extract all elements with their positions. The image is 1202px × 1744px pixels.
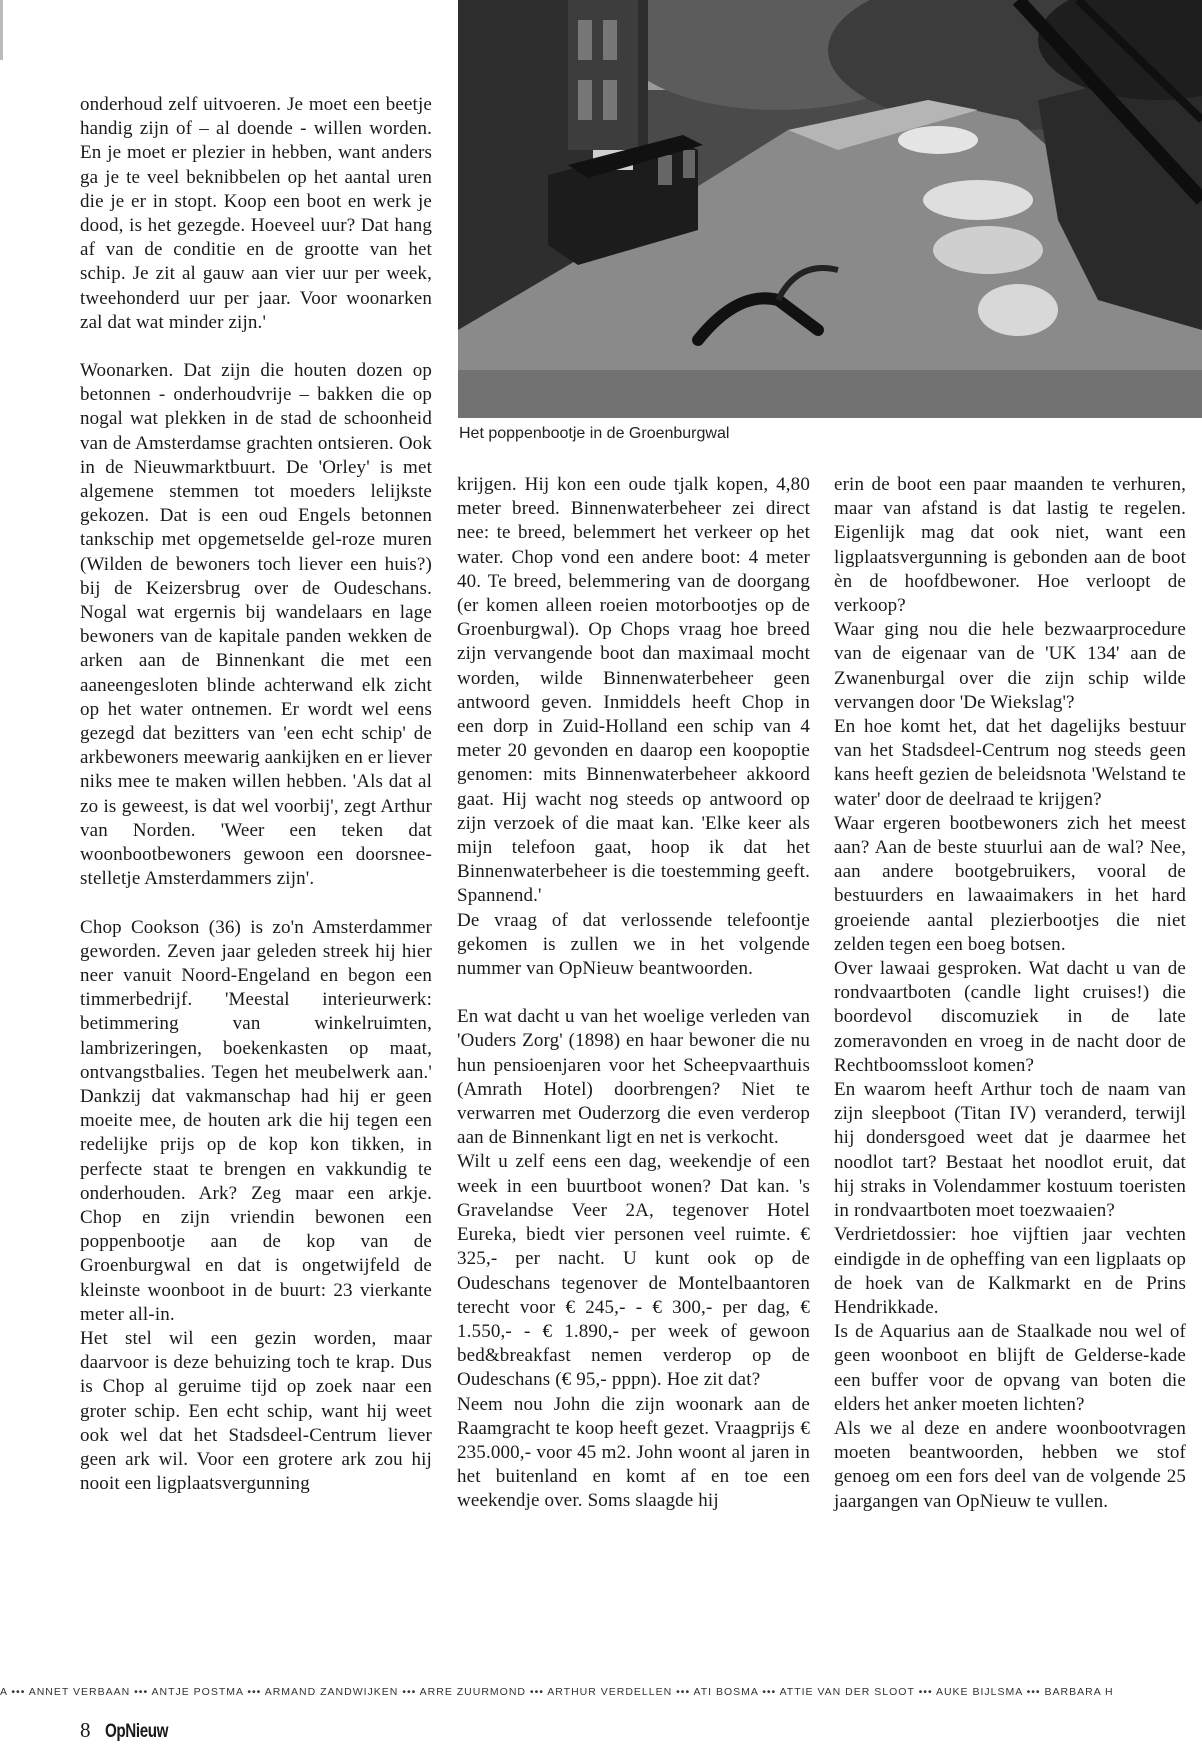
paragraph: En waarom heeft Arthur toch de naam van zijn sleepboot (Titan IV) veranderd, terwijl hij dondersgoed weet dat je daarmee het noodlot tart? Bestaat het noodlot eruit, dat hij straks in Volendammer kostuum toeristen in rondvaartboten moet toezwaaien? xyxy=(834,1079,1186,1222)
paragraph: Woonarken. Dat zijn die houten dozen op betonnen - onderhoudvrije – bakken die op nogal wat plekken in de stad de schoonheid van de Amsterdamse grachten ontsieren. Ook in de Nieuwmarktbuurt. De 'Orley' is met algemene stemmen tot moeders lelijkste gekozen. Dat is een oud Engels betonnen tankschip met opgemetselde gel-roze muren (Wilden de bewoners toch liever een huis?) bij de Keizersbrug over de Oudeschans. Nogal wat ergernis bij wandelaars en lage bewoners van de kapitale panden wekken de arken aan de Binnenkant die met een aaneengesloten blinde achterwand elk zicht op het water ontnemen. Er wordt wel eens gezegd dat bezitters van 'een echt schip' de arkbewoners meewarig aankijken en er liever niks mee te maken willen hebben. 'Als dat al zo is geweest, is dat wel voorbij', zegt Arthur van Norden. 'Weer een teken dat woonbootbewoners gewoon een doorsnee-stelletje Amsterdammers zijn'. xyxy=(80,360,432,890)
canal-photo-illustration xyxy=(458,0,1202,418)
page-edge-mark xyxy=(0,0,3,60)
paragraph: Als we al deze en andere woonbootvragen moeten beantwoorden, hebben we stof genoeg om een fors deel van de volgende 25 jaargangen van OpNieuw te vullen. xyxy=(834,1417,1186,1512)
paragraph: Waar ergeren bootbewoners zich het meest aan? Aan de beste stuurlui aan de wal? Nee, aan andere bootgebruikers, vooral de bestuurders en lawaaimakers in het hard groeiende aantal plezierbootjes die niet zelden tegen een boeg botsen. xyxy=(834,812,1186,955)
magazine-logo: OpNieuw xyxy=(104,1721,169,1742)
paragraph: Over lawaai gesproken. Wat dacht u van de rondvaartboten (candle light cruises!) die boordevol discomuziek in de late zomeravonden en vroeg in de nacht door de Rechtboomssloot komen? xyxy=(834,958,1186,1076)
paragraph: De vraag of dat verlossende telefoontje gekomen is zullen we in het volgende nummer van OpNieuw beantwoorden. xyxy=(457,909,810,980)
paragraph: erin de boot een paar maanden te verhuren, maar van afstand is dat lastig te regelen. Eigenlijk mag dat ook niet, want een ligplaatsvergunning is gebonden aan de boot èn de hoofdbewoner. Hoe verloopt de verkoop? xyxy=(834,474,1186,617)
paragraph: onderhoud zelf uitvoeren. Je moet een beetje handig zijn of – al doende - willen worden. En je moet er plezier in hebben, want anders ga je te veel beknibbelen op het aantal uren die je er in stopt. Koop een boot en werk je dood, is het gezegde. Hoeveel uur? Dat hang af van de conditie en de grootte van het schip. Je zit al gauw aan vier uur per week, tweehonderd uur per jaar. Voor woonarken zal dat wat minder zijn.' xyxy=(80,94,432,333)
column-3 xyxy=(834,473,1186,1514)
paragraph: Waar ging nou die hele bezwaarprocedure van de eigenaar van de 'UK 134' aan de Zwanenburgal over die zijn schip wilde vervangen door 'De Wiekslag'? xyxy=(834,619,1186,713)
paragraph: Is de Aquarius aan de Staalkade nou wel of geen woonboot en blijft de Gelderse-kade een buffer voor de opvang van boten die elders het anker moeten lichten? xyxy=(834,1321,1186,1415)
contributor-credits: A ••• ANNET VERBAAN ••• ANTJE POSTMA ••• ARMAND ZANDWIJKEN ••• ARRE ZUURMOND ••• ARTHUR VERDELLEN ••• ATI BOSMA ••• ATTIE VAN DER SLOOT ••• AUKE BIJLSMA ••• BARBARA H xyxy=(0,1686,1114,1698)
page-footer xyxy=(80,1718,184,1743)
paragraph: Verdrietdossier: hoe vijftien jaar vechten eindigde in de opheffing van een ligplaats op de hoek van de Kalkmarkt en de Prins Hendrikkade. xyxy=(834,1224,1186,1318)
paragraph: Wilt u zelf eens een dag, weekendje of een week in een buurtboot wonen? Dat kan. 's Gravelandse Veer 2A, tegenover Hotel Eureka, biedt vier personen veel ruimte. € 325,- per nacht. U kunt ook op de Oudeschans tegenover de Montelbaantoren terecht voor € 245,- - € 300,- per dag, € 1.550,- - € 1.890,- per week of gewoon bed&breakfast nemen verderop op de Oudeschans (€ 95,- pppn). Hoe zit dat? xyxy=(457,1151,810,1391)
canal-photo xyxy=(458,0,1202,418)
paragraph: krijgen. Hij kon een oude tjalk kopen, 4,80 meter breed. Binnenwaterbeheer zei direct nee: te breed, belemmert het verkeer op het water. Chop vond een andere boot: 4 meter 40. Te breed, belemmering van de doorgang (er komen alleen roeien motorbootjes op de Groenburgwal). Op Chops vraag hoe breed zijn vervangende boot dan maximaal mocht worden, wilde Binnenwaterbeheer geen antwoord geven. Inmiddels heeft Chop in een dorp in Zuid-Holland een schip van 4 meter 20 gevonden en daarop een koopoptie genomen: mits Binnenwaterbeheer akkoord gaat. Hij wacht nog steeds op antwoord op zijn verzoek of die maat kan. 'Elke keer als mijn telefoon gaat, hoop ik dat het Binnenwaterbeheer is die toestemming geeft. Spannend.' xyxy=(457,474,810,907)
paragraph: En hoe komt het, dat het dagelijks bestuur van het Stadsdeel-Centrum nog steeds geen kans heeft gezien de beleidsnota 'Welstand te water' door de deelraad te krijgen? xyxy=(834,716,1186,810)
paragraph: Chop Cookson (36) is zo'n Amsterdammer geworden. Zeven jaar geleden streek hij hier neer vanuit Noord-Engeland en begon een timmerbedrijf. 'Meestal interieurwerk: betimmering van winkelruimten, lambrizeringen, boekenkasten op maat, ontvangstbalies. Tegen het meubelwerk aan.' Dankzij dat vakmanschap had hij er geen moeite mee, de houten ark die hij tegen een redelijke prijs op de kop kon tikken, in perfecte staat te brengen en vakkundig te onderhouden. Ark? Zeg maar een arkje. Chop en zijn vriendin bewonen een poppenbootje aan de kop van de Groenburgwal en dat is ongetwijfeld de kleinste woonboot in de buurt: 23 vierkante meter all-in. xyxy=(80,916,432,1325)
column-1 xyxy=(80,93,432,1496)
paragraph: Het stel wil een gezin worden, maar daarvoor is deze behuizing toch te krap. Dus is Chop al geruime tijd op zoek naar een groter schip. Een echt schip, want hij weet ook wel dat het Stadsdeel-Centrum liever geen ark wil. Voor een grotere ark zou hij nooit een ligplaatsvergunning xyxy=(80,1327,432,1495)
photo-caption: Het poppenbootje in de Groenburgwal xyxy=(459,425,730,442)
column-2 xyxy=(457,473,810,1514)
page-number: 8 xyxy=(80,1718,91,1742)
paragraph: En wat dacht u van het woelige verleden van 'Ouders Zorg' (1898) en haar bewoner die nu hun pensioenjaren voor het Scheepvaarthuis (Amrath Hotel) doorbrengen? Niet te verwarren met Ouderzorg die even verderop aan de Binnenkant ligt en net is verkocht. xyxy=(457,1006,810,1149)
paragraph: Neem nou John die zijn woonark aan de Raamgracht te koop heeft gezet. Vraagprijs € 235.000,- voor 45 m2. John woont al jaren in het buitenland en komt af en toe een weekendje over. Soms slaagde hij xyxy=(457,1393,810,1512)
